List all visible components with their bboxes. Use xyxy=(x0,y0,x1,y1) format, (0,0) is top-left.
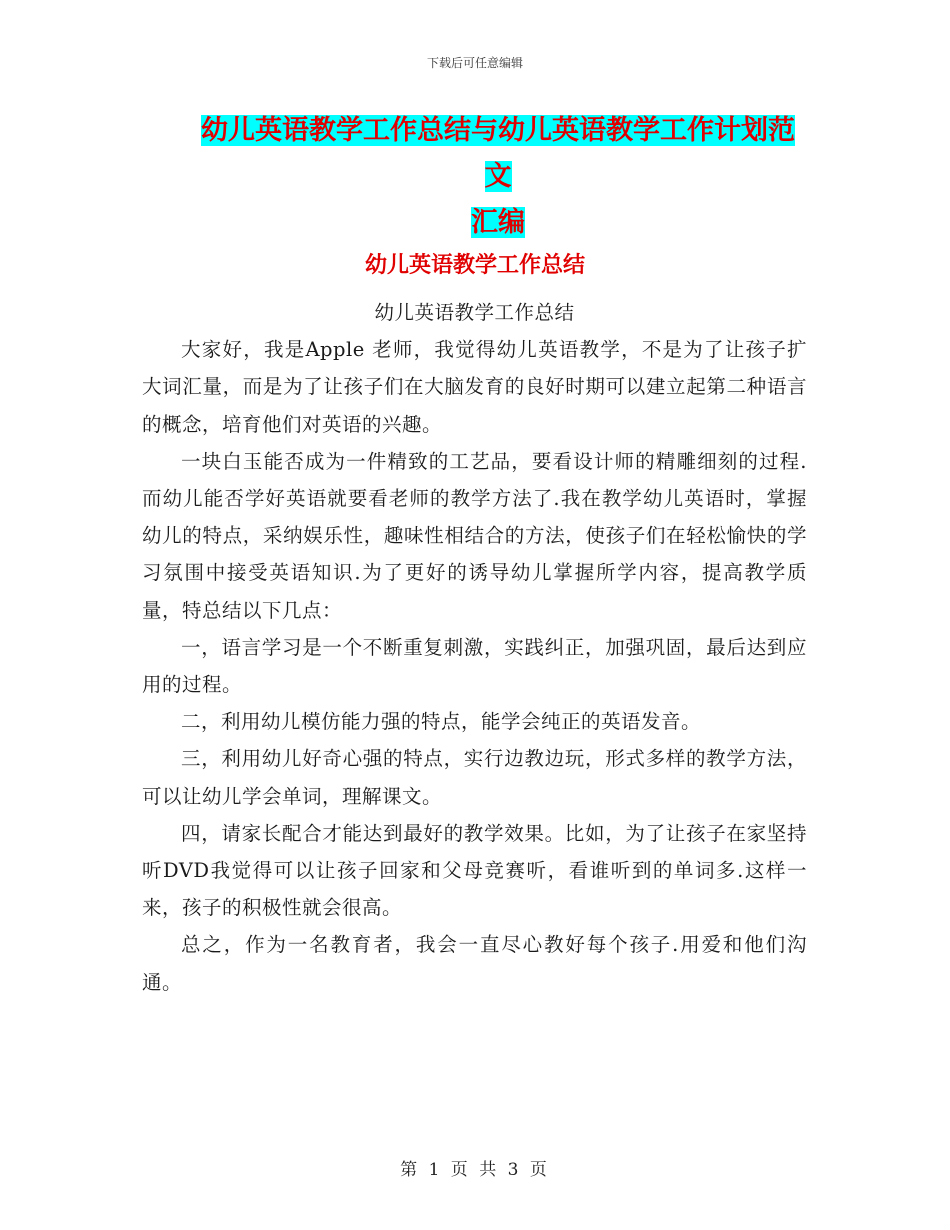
document-title-line-2: 汇编 xyxy=(471,207,525,238)
paragraph-conclusion: 总之，作为一名教育者，我会一直尽心教好每个孩子.用爱和他们沟通。 xyxy=(142,933,807,994)
page-header-note: 下载后可任意编辑 xyxy=(426,56,523,70)
paragraph-point-2: 二，利用幼儿模仿能力强的特点，能学会纯正的英语发音。 xyxy=(181,710,702,734)
paragraph-intro: 大家好，我是Apple 老师，我觉得幼儿英语教学，不是为了让孩子扩大词汇量，而是为了让孩子们在大脑发育的良好时期可以建立起第二种语言的概念，培育他们对英语的兴趣。 xyxy=(142,338,807,436)
document-body xyxy=(142,294,807,1001)
document-title xyxy=(188,108,808,246)
section-subtitle: 幼儿英语教学工作总结 xyxy=(374,301,575,324)
page-number: 第 1 页 共 3 页 xyxy=(400,1160,550,1180)
paragraph-point-4: 四，请家长配合才能达到最好的教学效果。比如，为了让孩子在家坚持听DVD我觉得可以让孩子回家和父母竞赛听，看谁听到的单词多.这样一来，孩子的积极性就会很高。 xyxy=(142,821,807,920)
document-title-line-1: 幼儿英语教学工作总结与幼儿英语教学工作计划范文 xyxy=(201,115,795,192)
section-heading: 幼儿英语教学工作总结 xyxy=(364,253,585,278)
paragraph-method: 一块白玉能否成为一件精致的工艺品，要看设计师的精雕细刻的过程.而幼儿能否学好英语就要看老师的教学方法了.我在教学幼儿英语时，掌握幼儿的特点，采纳娱乐性，趣味性相结合的方法，使孩子们在轻松愉快的学习氛围中接受英语知识.为了更好的诱导幼儿掌握所学内容，提高教学质量，特总结以下几点： xyxy=(142,449,807,622)
paragraph-point-1: 一，语言学习是一个不断重复刺激，实践纠正，加强巩固，最后达到应用的过程。 xyxy=(142,635,807,697)
paragraph-point-3: 三，利用幼儿好奇心强的特点，实行边教边玩，形式多样的教学方法，可以让幼儿学会单词，理解课文。 xyxy=(142,747,807,808)
